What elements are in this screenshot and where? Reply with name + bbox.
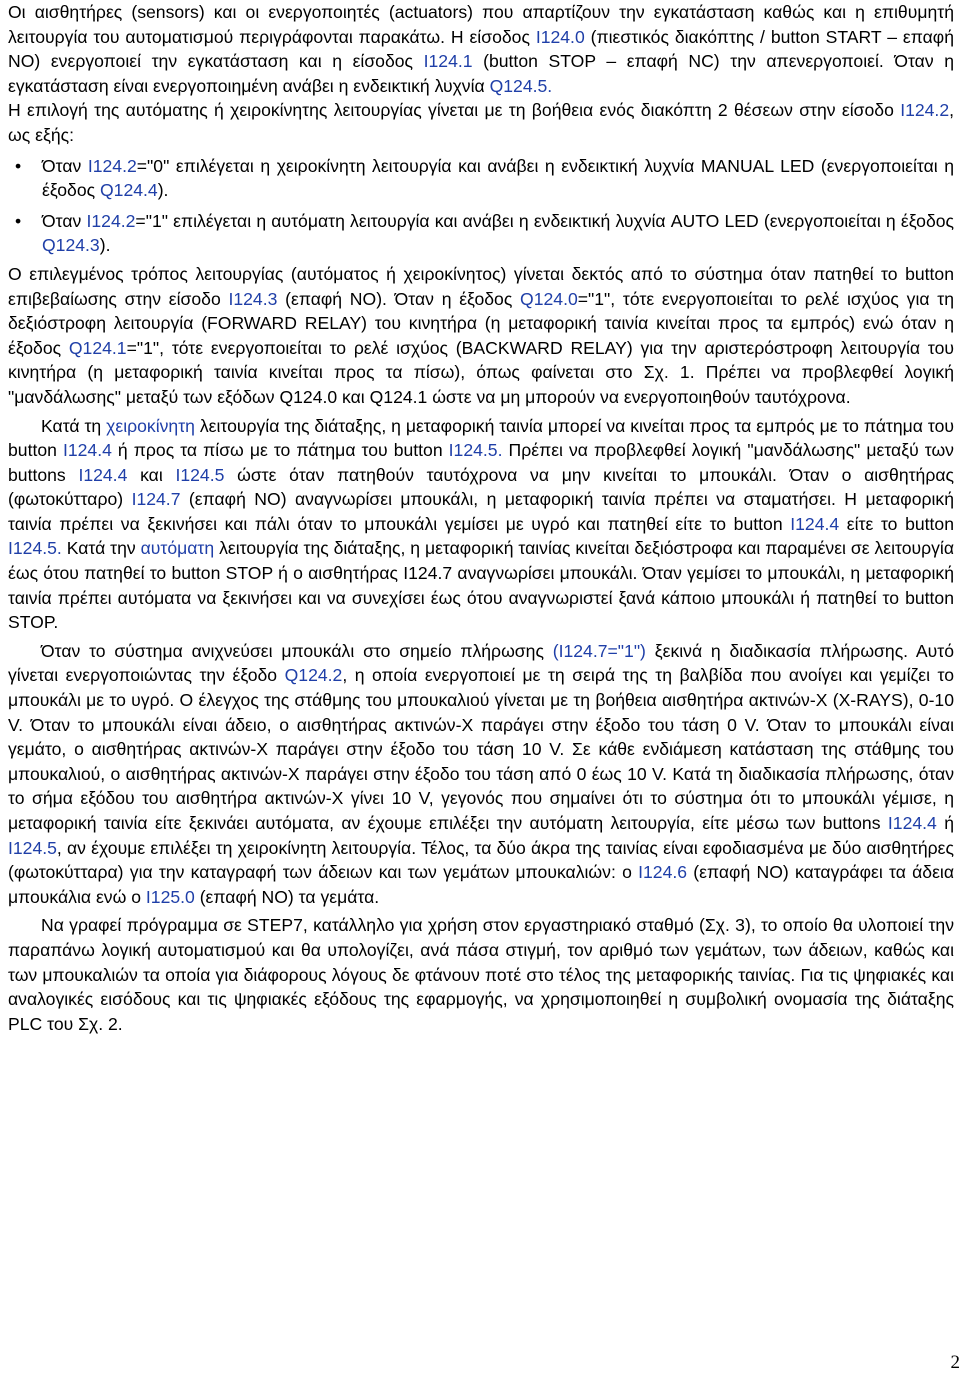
text-run: Όταν (42, 155, 88, 176)
list-item-text (42, 156, 954, 201)
highlighted-term: I124.5. (448, 440, 503, 461)
highlighted-term: χειροκίνητη (106, 415, 195, 436)
highlighted-term: I124.3 (228, 288, 278, 309)
highlighted-term: Q124.3 (42, 235, 100, 256)
text-run: ξεκινά η διαδικασία πλήρωσης. Αυτό γίνεται ενεργοποιώντας την έξοδο (8, 640, 954, 686)
text-run: ="1", τότε ενεργοποιείται το ρελέ ισχύος (BACKWARD RELAY) για την αριστερόστροφη λειτουργία του κινητήρα (η μεταφορική ταινία κινείται προς τα πίσω), όπως φαίνεται στο Σχ. 1. Πρέπει να προβλεφθεί λογική "μανδάλωσης" μεταξύ των εξόδων Q124.0 και Q124.1 ώστε να μη μπορούν να ενεργοποιηθούν ταυτόχρονα. (8, 337, 954, 407)
text-run: Οι αισθητήρες (sensors) και οι ενεργοποιητές (actuators) που απαρτίζουν την εγκατάσταση καθώς και η επιθυμητή λειτουργία του αυτοματισμού περιγράφονται παρακάτω. Η είσοδος (8, 2, 954, 47)
text-run: Κατά τη (41, 415, 107, 436)
paragraph-sensors-intro (8, 0, 954, 98)
highlighted-term: I124.4 (887, 813, 937, 833)
mode-list (8, 154, 954, 258)
paragraph-motor-relays (8, 262, 954, 410)
highlighted-term: I124.2 (86, 210, 136, 231)
text-run: ώστε όταν πατηθούν ταυτόχρονα να μην κινείται το μπουκάλι. Όταν ο αισθητήρας (φωτοκύτταρο) (8, 464, 954, 510)
text-run: (επαφή NO). Όταν η έξοδος (277, 288, 521, 309)
highlighted-term: I124.2 (900, 100, 950, 121)
highlighted-term: I124.2 (87, 155, 137, 176)
highlighted-term: Q124.5. (489, 75, 553, 96)
text-run: ="0" επιλέγεται η χειροκίνητη λειτουργία και ανάβει η ενδεικτική λυχνία MANUAL LED (ενεργοποιείται η έξοδος (42, 155, 954, 201)
paragraph-mode-selection (8, 98, 954, 147)
highlighted-term: (I124.7="1") (552, 640, 646, 661)
text-run: , η οποία ενεργοποιεί με τη σειρά της τη βαλβίδα που ανοίγει και γεμίζει το μπουκάλι με το υγρό. Ο έλεγχος της στάθμης του μπουκαλιού γίνεται με τη βοήθεια αισθητήρα ακτινών-Χ (X-RAYS), 0-10 V. Όταν το μπουκάλι είναι άδειο, ο αισθητήρας ακτινών-Χ παράγει στην έξοδο του τάση 0 V. Όταν το μπουκάλι είναι γεμάτο, ο αισθητήρας ακτινών-Χ παράγει στην έξοδο του τάση 10 V. Σε κάθε ενδιάμεση κατάσταση της στάθμης του μπουκαλιού, ο αισθητήρας ακτινών-Χ παράγει στην έξοδο του τάση από 0 έως 10 V. Κατά τη διαδικασία πλήρωσης, όταν το σήμα εξόδου του αισθητήρα ακτινών-Χ γίνει 10 V, γεγονός που σημαίνει ότι το σύστημα ότι το μπουκάλι γέμισε, η μεταφορική ταινία είτε ξεκινάει αυτόματα, αν έχουμε επιλέξει την αυτόματη λειτουργία, είτε μέσω των buttons (8, 665, 954, 833)
list-item-manual-mode (8, 154, 954, 203)
text-run: ="1" επιλέγεται η αυτόματη λειτουργία και ανάβει η ενδεικτική λυχνία AUTO LED (ενεργοποιείται η έξοδος (135, 210, 955, 231)
highlighted-term: I124.6 (638, 862, 688, 883)
text-run: ). (99, 235, 111, 256)
highlighted-term: I124.4 (78, 464, 128, 485)
text-run: (επαφή NO) τα γεμάτα. (194, 886, 380, 907)
bullet-icon: • (15, 210, 22, 231)
text-run: Ο επιλεγμένος τρόπος λειτουργίας (αυτόματος ή χειροκίνητος) γίνεται δεκτός από το σύστημα όταν πατηθεί το button επιβεβαίωσης στην είσοδο (8, 263, 954, 309)
highlighted-term: I124.5. (8, 538, 62, 559)
highlighted-term: Q124.0 (520, 288, 578, 309)
highlighted-term: I124.5 (8, 837, 57, 858)
text-run: , αν έχουμε επιλέξει τη χειροκίνητη λειτουργία. Τέλος, τα δύο άκρα της ταινίας είναι εφοδιασμένα με δύο αισθητήρες (φωτοκύτταρα) για την καταγραφή των άδειων και των γεμάτων μπουκαλιών: ο (8, 837, 954, 883)
text-run: (πιεστικός διακόπτης / button START – επαφή NO) ενεργοποιεί την εγκατάσταση και η είσοδος (8, 26, 954, 72)
highlighted-term: I124.5 (175, 464, 225, 485)
text-run: είτε το button (839, 513, 954, 534)
document-page (8, 0, 954, 1036)
highlighted-term: Q124.2 (284, 665, 343, 686)
text-run: (επαφή NO) αναγνωρίσει μπουκάλι, η μεταφορική ταινία πρέπει να σταματήσει. Η μεταφορική ταινία πρέπει να ξεκινήσει και πάλι όταν το μπουκάλι γεμίσει με υγρό και πατηθεί είτε το button (8, 489, 954, 534)
text-run: λειτουργία της διάταξης, η μεταφορική ταινίας κινείται δεξιόστροφα και παραμένει σε λειτουργία έως ότου πατηθεί το button STOP ή ο αισθητήρας I124.7 αναγνωρίσει μπουκάλι. Όταν γεμίσει το μπουκάλι, η μεταφορική ταινία πρέπει αυτόματα να ξεκινήσει και να συνεχίσει έως ότου αναγνωριστεί ξανά κάποιο μπουκάλι ή πατηθεί το button STOP. (8, 538, 954, 633)
text-run: λειτουργία της διάταξης, η μεταφορική ταινία μπορεί να κινείται προς τα εμπρός με το πάτημα του button (8, 415, 954, 461)
list-item-text (42, 211, 954, 256)
highlighted-term: αυτόματη (140, 538, 215, 559)
highlighted-term: I124.0 (535, 26, 585, 47)
text-run: Πρέπει να προβλεφθεί λογική "μανδάλωσης" μεταξύ των buttons (8, 440, 954, 485)
list-item-auto-mode (8, 209, 954, 258)
text-run: και (127, 464, 176, 485)
paragraph-filling-process (8, 639, 954, 910)
text-run: Να γραφεί πρόγραμμα σε STEP7, κατάλληλο για χρήση στον εργαστηριακό σταθμό (Σχ. 3), το οποίο θα υλοποιεί την παραπάνω λογική αυτοματισμού και θα υπολογίζει, ανά πάσα στιγμή, τον αριθμό των γεμάτων, των άδειων, καθώς και των μπουκαλιών τα οποία για διάφορους λόγους δε φτάνουν ποτέ στο τέλος της μεταφορικής ταινίας. Για τις ψηφιακές και αναλογικές εισόδους και τις ψηφιακές εξόδους της εφαρμογής, να χρησιμοποιηθεί η συμβολική ονομασία της διάταξης PLC του Σχ. 2. (8, 915, 954, 1034)
text-run: (επαφή NO) καταγράφει τα άδεια μπουκάλια ενώ ο (8, 862, 954, 907)
bullet-icon: • (15, 155, 22, 176)
highlighted-term: Q124.1 (68, 337, 127, 358)
text-run: Όταν το σύστημα ανιχνεύσει μπουκάλι στο σημείο πλήρωσης (41, 640, 553, 661)
text-run: ="1", τότε ενεργοποιείται το ρελέ ισχύος για τη δεξιόστροφη λειτουργία (FORWARD RELAY) του κινητήρα (η μεταφορική ταινία κινείται προς τα εμπρός) ενώ όταν η έξοδος (8, 288, 954, 358)
highlighted-term: I124.1 (423, 51, 473, 72)
paragraph-assignment (8, 913, 954, 1036)
highlighted-term: Q124.4 (99, 180, 158, 201)
highlighted-term: I125.0 (145, 886, 195, 907)
text-run: ή (936, 813, 954, 833)
text-run: , ως εξής: (8, 100, 954, 145)
text-run: Κατά την (61, 538, 141, 559)
highlighted-term: I124.7 (131, 489, 181, 510)
text-run: Η επιλογή της αυτόματης ή χειροκίνητης λειτουργίας γίνεται με τη βοήθεια ενός διακόπτη 2 θέσεων στην είσοδο (8, 100, 901, 121)
text-run: ). (157, 180, 169, 201)
highlighted-term: I124.4 (62, 440, 112, 461)
text-run: (button STOP – επαφή NC) την απενεργοποιεί. Όταν η εγκατάσταση είναι ενεργοποιημένη ανάβει η ενδεικτική λυχνία (8, 51, 954, 96)
text-run: Όταν (42, 210, 87, 231)
page-number: 2 (950, 1352, 960, 1373)
paragraph-manual-auto-operation (8, 414, 954, 635)
text-run: ή προς τα πίσω με το πάτημα του button (111, 440, 449, 461)
highlighted-term: I124.4 (790, 513, 840, 534)
